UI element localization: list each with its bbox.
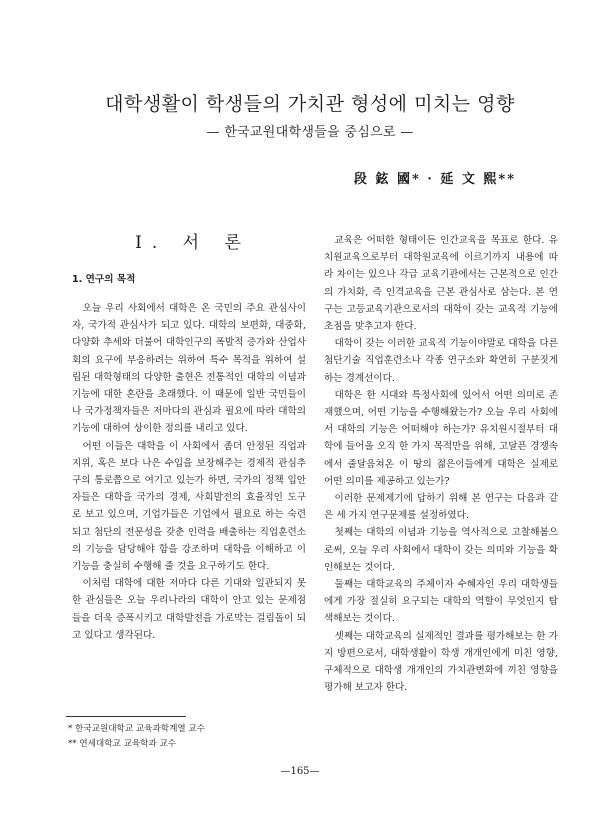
paragraph: 어떤 이들은 대학을 이 사회에서 좀더 안정된 직업과 지위, 혹은 보다 나은 수입을 보장해주는 경제적 관심추구의 통로쯤으로 여기고 있는가 하면, 국가의 정책 입안자들은 대학을 국가의 경제, 사회발전의 효율적인 도구로 보고 있으며, 기업가들은 기업에서 필요로 하는 숙련되고 첨단의 전문성을 갖춘 인력을 배출하는 직업훈련소의 기능을 담당해야 함을 강조하며 대학을 이해하고 이 기능을 충실히 수행해 줄 것을 요구하기도 한다.: [72, 440, 306, 573]
paragraph: 이러한 문제제기에 답하기 위해 본 연구는 다음과 같은 세 가지 연구문제를 설정하였다.: [324, 493, 558, 522]
right-column: [324, 232, 558, 696]
paragraph: 대학이 갖는 이러한 교육적 기능이야말로 대학을 다른 첨단기술 직업훈련소나 각종 연구소와 확연히 구분짓게 하는 경계선이다.: [324, 338, 558, 384]
footnotes: [68, 722, 205, 752]
paragraph: 셋째는 대학교육의 실제적인 결과를 평가해보는 한 가지 방편으로서, 대학생활이 학생 개개인에게 미친 영향, 구체적으로 대학생 개개인의 가치관변화에 끼친 영향을 평가해 보고자 한다.: [324, 630, 558, 694]
paragraph: 대학은 한 시대와 특정사회에 있어서 어떤 의미로 존재했으며, 어떤 기능을 수행해왔는가? 오늘 우리 사회에서 대학의 기능은 어떠해야 하는가? 유치원시절부터 대학에 들어올 오직 한 가지 목적만을 위해, 고달픈 경쟁속에서 줄달음쳐온 이 땅의 젊은이들에게 대학은 실제로 어떤 의미를 제공하고 있는가?: [324, 389, 558, 487]
page-number: —165—: [280, 766, 320, 777]
left-column: [72, 232, 306, 644]
authors: 段 鉉 國* · 延 文 熙**: [353, 172, 516, 187]
section-heading: I. 서 론: [135, 233, 251, 253]
paper-title: 대학생활이 학생들의 가치관 형성에 미치는 영향: [105, 93, 515, 115]
footnote: * 한국교원대학교 교육과학계열 교수: [68, 724, 206, 734]
paragraph: 교육은 어떠한 형태이든 인간교육을 목표로 한다. 유치원교육으로부터 대학원교육에 이르기까지 내용에 따라 차이는 있으나 각급 교육기관에서는 근본적으로 인간의 가치화, 즉 인격교육을 근본 관심사로 삼는다. 본 연구는 고등교육기관으로서의 대학이 갖는 교육적 기능에 초점을 맞추고자 한다.: [324, 235, 558, 333]
subsection-heading: 1. 연구의 목적: [72, 274, 136, 285]
paragraph: 이처럼 대학에 대한 저마다 다른 기대와 일관되지 못한 관심들은 오늘 우리나라의 대학이 안고 있는 문제점들을 더욱 증폭시키고 대학발전을 가로막는 걸림돌이 되고 있다고 생각된다.: [72, 578, 306, 641]
footnote-divider: [66, 716, 186, 717]
paragraph: 첫째는 대학의 이념과 기능을 역사적으로 고찰해봄으로써, 오늘 우리 사회에서 대학이 갖는 의미와 기능을 확인해보는 것이다.: [324, 527, 558, 573]
paper-subtitle: — 한국교원대학생들을 중심으로 —: [206, 125, 414, 140]
paragraph: 둘째는 대학교육의 주체이자 수혜자인 우리 대학생들에게 가장 절실히 요구되는 대학의 역할이 무엇인지 탐색해보는 것이다.: [324, 579, 558, 625]
paragraph: 오늘 우리 사회에서 대학은 온 국민의 주요 관심사이자, 국가적 관심사가 되고 있다. 대학의 보편화, 대중화, 다양화 추세와 더불어 대학인구의 폭발적 증가와 산업사회의 요구에 부응하려는 위하여 특수 목적을 위하여 설립된 대학형태의 다양한 출현은 전통적인 대학의 이념과 기능에 대한 혼란을 초래했다. 이 때문에 일반 국민들이나 국가정책자들은 저마다의 관심과 필요에 따라 대학의 기능에 대하여 상이한 정의를 내리고 있다.: [72, 303, 306, 435]
footnote: ** 연세대학교 교육학과 교수: [68, 739, 177, 749]
